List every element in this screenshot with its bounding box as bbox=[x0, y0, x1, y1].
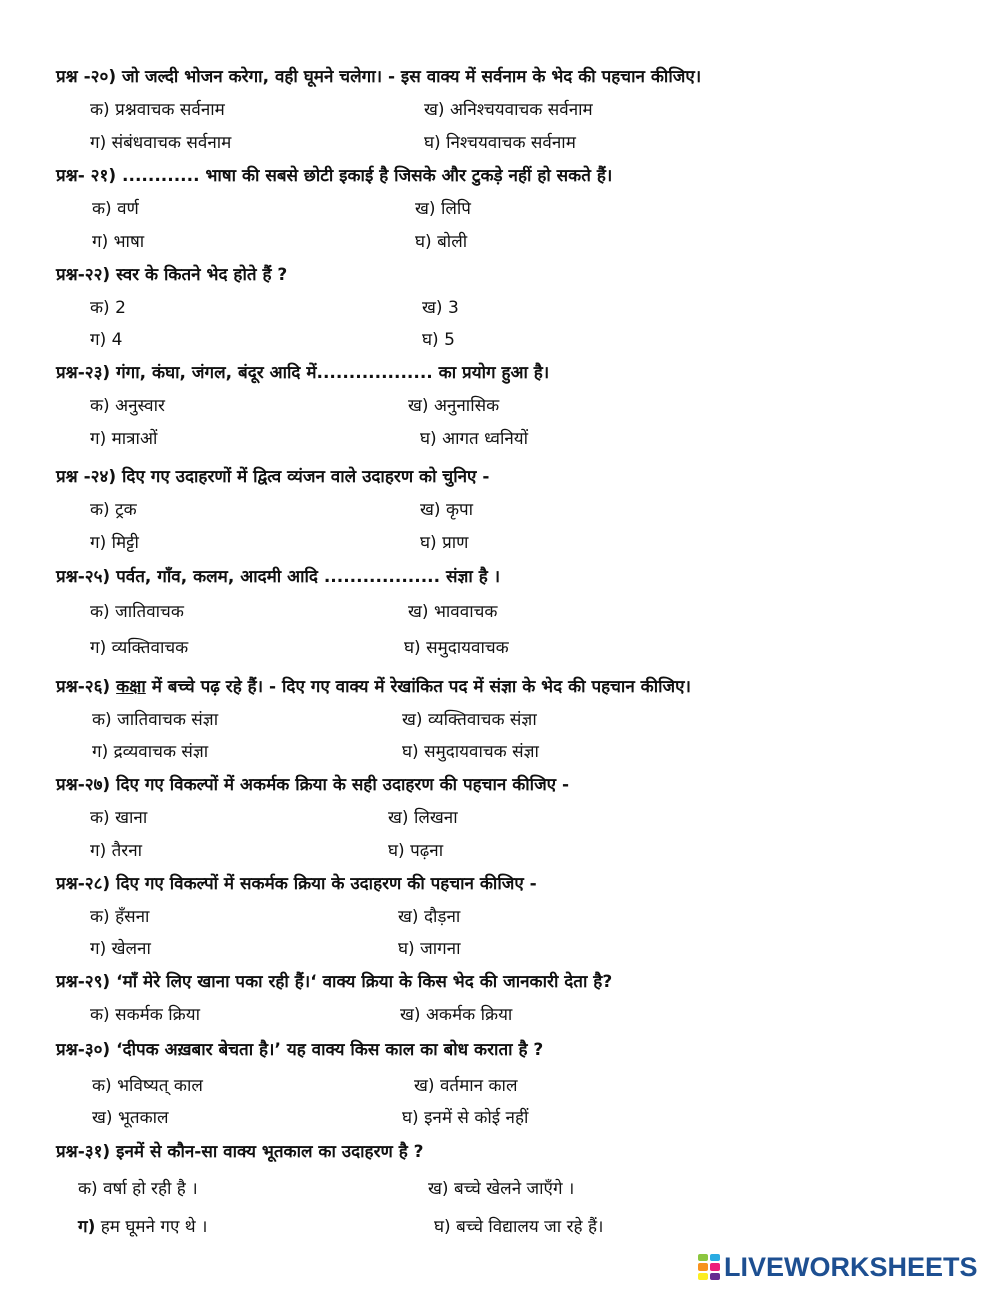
option-25-c[interactable]: ग) व्यक्तिवाचक bbox=[90, 638, 189, 658]
option-24-b[interactable]: ख) कृपा bbox=[420, 500, 474, 520]
option-21-d[interactable]: घ) बोली bbox=[415, 232, 468, 252]
option-31-d[interactable]: घ) बच्चे विद्यालय जा रहे हैं। bbox=[434, 1217, 604, 1237]
option-31-c-prefix: ग) bbox=[78, 1217, 96, 1237]
option-26-d[interactable]: घ) समुदायवाचक संज्ञा bbox=[402, 742, 539, 762]
underlined-word: कक्षा bbox=[116, 677, 146, 697]
option-21-b[interactable]: ख) लिपि bbox=[415, 199, 471, 219]
option-26-a[interactable]: क) जातिवाचक संज्ञा bbox=[92, 710, 219, 730]
question-31: प्रश्न-३१) इनमें से कौन-सा वाक्य भूतकाल का उदाहरण है ? bbox=[56, 1142, 424, 1162]
option-24-d[interactable]: घ) प्राण bbox=[420, 533, 469, 553]
option-27-d[interactable]: घ) पढ़ना bbox=[388, 841, 444, 861]
option-22-d[interactable]: घ) 5 bbox=[422, 330, 455, 350]
option-31-a[interactable]: क) वर्षा हो रही है । bbox=[78, 1179, 198, 1199]
option-28-a[interactable]: क) हँसना bbox=[90, 907, 150, 927]
question-21: प्रश्न- २१) ............ भाषा की सबसे छोटी इकाई है जिसके और टुकड़े नहीं हो सकते हैं। bbox=[56, 166, 613, 186]
option-30-b[interactable]: ख) वर्तमान काल bbox=[414, 1076, 518, 1096]
option-20-a[interactable]: क) प्रश्नवाचक सर्वनाम bbox=[90, 100, 225, 120]
liveworksheets-icon bbox=[698, 1254, 720, 1280]
option-23-d[interactable]: घ) आगत ध्वनियों bbox=[420, 429, 529, 449]
option-20-c[interactable]: ग) संबंधवाचक सर्वनाम bbox=[90, 133, 232, 153]
option-20-b[interactable]: ख) अनिश्चयवाचक सर्वनाम bbox=[424, 100, 593, 120]
option-28-d[interactable]: घ) जागना bbox=[398, 939, 461, 959]
option-21-c[interactable]: ग) भाषा bbox=[92, 232, 145, 252]
option-20-d[interactable]: घ) निश्चयवाचक सर्वनाम bbox=[424, 133, 576, 153]
option-24-c[interactable]: ग) मिट्टी bbox=[90, 533, 139, 553]
option-21-a[interactable]: क) वर्ण bbox=[92, 199, 139, 219]
option-30-a[interactable]: क) भविष्यत् काल bbox=[92, 1076, 203, 1096]
question-20: प्रश्न -२०) जो जल्दी भोजन करेगा, वही घूमने चलेगा। - इस वाक्य में सर्वनाम के भेद की पहचान कीजिए। bbox=[56, 67, 702, 87]
liveworksheets-text: LIVEWORKSHEETS bbox=[724, 1251, 978, 1282]
option-28-c[interactable]: ग) खेलना bbox=[90, 939, 151, 959]
option-25-a[interactable]: क) जातिवाचक bbox=[90, 602, 184, 622]
liveworksheets-logo bbox=[698, 1252, 978, 1282]
option-24-a[interactable]: क) ट्रक bbox=[90, 500, 137, 520]
option-31-c-text: हम घूमने गए थे । bbox=[100, 1217, 208, 1237]
option-31-c[interactable] bbox=[78, 1214, 207, 1237]
option-22-a[interactable]: क) 2 bbox=[90, 298, 126, 318]
option-22-c[interactable]: ग) 4 bbox=[90, 330, 123, 350]
option-27-b[interactable]: ख) लिखना bbox=[388, 808, 458, 828]
option-30-c[interactable]: ख) भूतकाल bbox=[92, 1108, 169, 1128]
question-26 bbox=[56, 674, 691, 697]
option-27-c[interactable]: ग) तैरना bbox=[90, 841, 143, 861]
option-23-a[interactable]: क) अनुस्वार bbox=[90, 396, 165, 416]
option-23-b[interactable]: ख) अनुनासिक bbox=[408, 396, 500, 416]
question-23: प्रश्न-२३) गंगा, कंघा, जंगल, बंदूर आदि में.................. का प्रयोग हुआ है। bbox=[56, 363, 550, 383]
question-26-prefix: प्रश्न-२६) bbox=[56, 677, 117, 697]
option-25-d[interactable]: घ) समुदायवाचक bbox=[404, 638, 509, 658]
question-27: प्रश्न-२७) दिए गए विकल्पों में अकर्मक क्रिया के सही उदाहरण की पहचान कीजिए - bbox=[56, 775, 570, 795]
option-28-b[interactable]: ख) दौड़ना bbox=[398, 907, 461, 927]
question-25: प्रश्न-२५) पर्वत, गाँव, कलम, आदमी आदि .................. संज्ञा है । bbox=[56, 567, 501, 587]
option-29-a[interactable]: क) सकर्मक क्रिया bbox=[90, 1005, 200, 1025]
option-23-c[interactable]: ग) मात्राओं bbox=[90, 429, 158, 449]
option-26-c[interactable]: ग) द्रव्यवाचक संज्ञा bbox=[92, 742, 209, 762]
option-26-b[interactable]: ख) व्यक्तिवाचक संज्ञा bbox=[402, 710, 537, 730]
option-31-b[interactable]: ख) बच्चे खेलने जाएँगे । bbox=[428, 1179, 575, 1199]
question-22: प्रश्न-२२) स्वर के कितने भेद होते हैं ? bbox=[56, 265, 288, 285]
option-29-b[interactable]: ख) अकर्मक क्रिया bbox=[400, 1005, 513, 1025]
question-28: प्रश्न-२८) दिए गए विकल्पों में सकर्मक क्रिया के उदाहरण की पहचान कीजिए - bbox=[56, 874, 537, 894]
option-25-b[interactable]: ख) भाववाचक bbox=[408, 602, 498, 622]
option-30-d[interactable]: घ) इनमें से कोई नहीं bbox=[402, 1108, 529, 1128]
question-26-text: में बच्चे पढ़ रहे हैं। - दिए गए वाक्य में रेखांकित पद में संज्ञा के भेद की पहचान कीजिए। bbox=[145, 677, 692, 697]
question-29: प्रश्न-२९) ‘माँ मेरे लिए खाना पका रही हैं।‘ वाक्य क्रिया के किस भेद की जानकारी देता है? bbox=[56, 972, 613, 992]
question-24: प्रश्न -२४) दिए गए उदाहरणों में द्वित्व व्यंजन वाले उदाहरण को चुनिए - bbox=[56, 467, 490, 487]
option-27-a[interactable]: क) खाना bbox=[90, 808, 148, 828]
question-30: प्रश्न-३०) ‘दीपक अख़बार बेचता है।’ यह वाक्य किस काल का बोध कराता है ? bbox=[56, 1040, 544, 1060]
option-22-b[interactable]: ख) 3 bbox=[422, 298, 459, 318]
